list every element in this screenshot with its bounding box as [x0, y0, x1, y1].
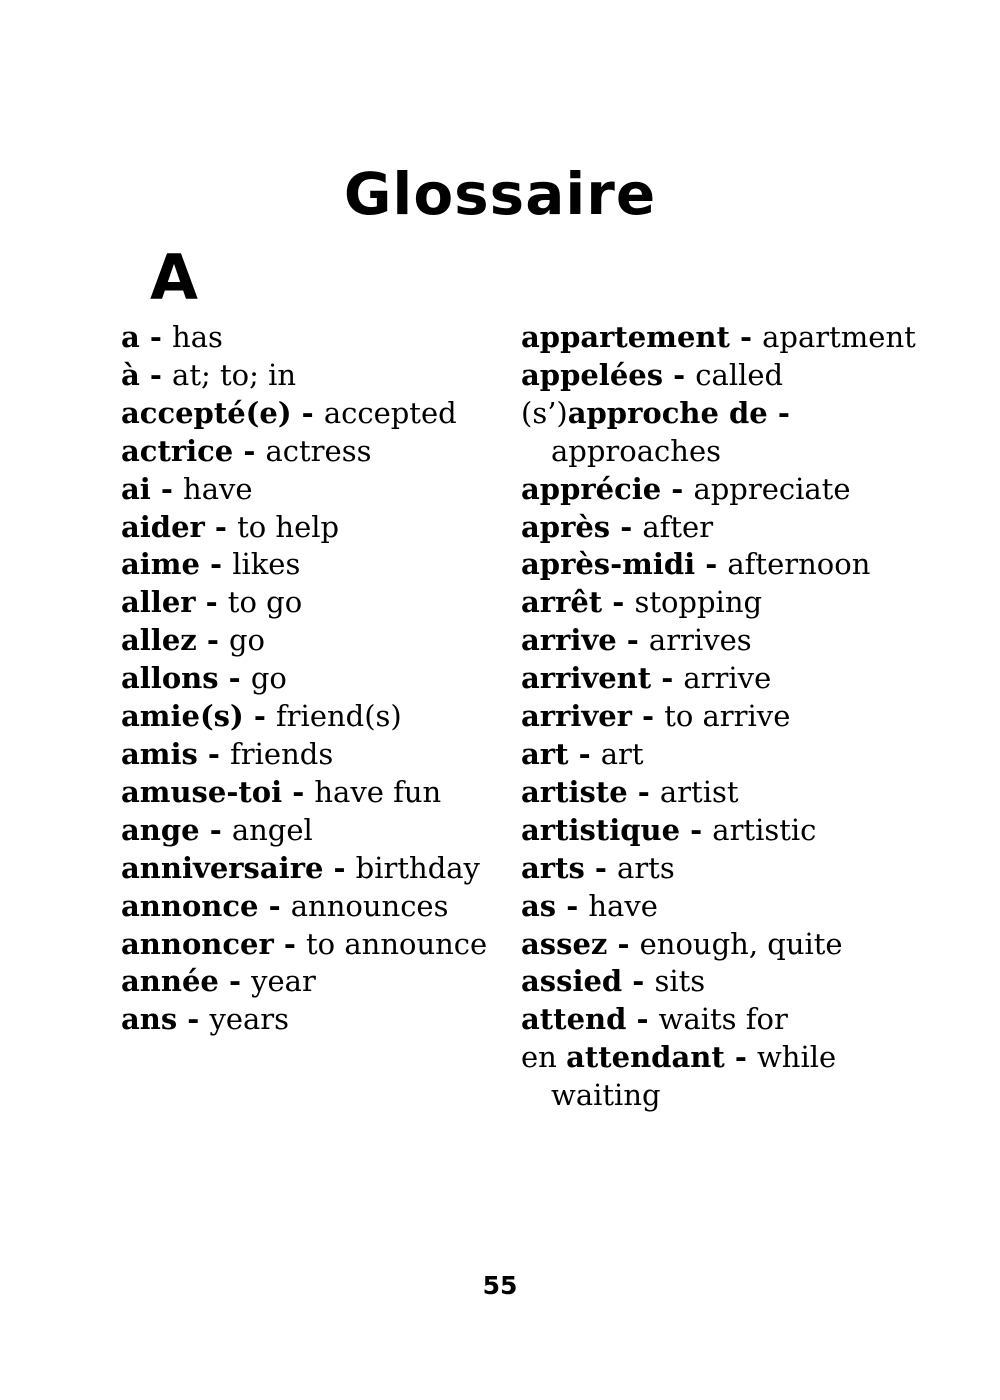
entry-definition: years — [209, 1002, 290, 1037]
entry-definition: arrive — [683, 661, 772, 696]
entry-term: allez — [121, 623, 197, 658]
glossary-entry — [121, 622, 521, 660]
entry-separator: - — [610, 509, 643, 544]
entry-definition: friend(s) — [275, 699, 402, 734]
entry-term: apprécie — [521, 471, 662, 506]
glossary-entry — [121, 888, 521, 926]
entry-separator: - — [199, 547, 233, 582]
entry-separator: - — [631, 699, 665, 734]
entry-term: art — [521, 736, 569, 771]
entry-definition: friends — [230, 736, 334, 771]
glossary-entry — [521, 963, 921, 1001]
entry-definition: approaches — [551, 433, 721, 468]
entry-separator: - — [607, 926, 640, 961]
entry-term: annonce — [121, 888, 259, 923]
entry-separator: - — [556, 888, 589, 923]
glossary-entry — [521, 584, 921, 622]
entry-term: attend — [521, 1002, 627, 1037]
entry-term: annoncer — [121, 926, 274, 961]
entry-definition: appreciate — [693, 471, 851, 506]
entry-definition: called — [695, 357, 784, 392]
entry-separator: - — [651, 661, 684, 696]
entry-term: appelées — [521, 357, 664, 392]
entry-term: accepté(e) — [121, 395, 292, 430]
entry-separator: - — [680, 812, 713, 847]
entry-separator: - — [616, 623, 649, 658]
glossary-entry — [521, 509, 921, 547]
entry-definition: angel — [231, 812, 313, 847]
glossary-entry — [521, 1001, 921, 1039]
glossary-entry — [121, 509, 521, 547]
page-title: Glossaire — [343, 160, 657, 228]
entry-term: aller — [121, 585, 196, 620]
entry-separator: - — [199, 812, 232, 847]
entry-definition: go — [250, 661, 287, 696]
entry-term: approche de — [567, 395, 768, 430]
entry-definition: announces — [290, 888, 449, 923]
entry-definition: have — [183, 471, 253, 506]
entry-definition: stopping — [634, 585, 763, 620]
entry-separator: - — [218, 661, 251, 696]
entry-separator: - — [622, 964, 655, 999]
glossary-entry — [521, 660, 921, 698]
entry-term: arts — [521, 850, 585, 885]
entry-term: aime — [121, 547, 200, 582]
entry-term: ai — [121, 471, 151, 506]
entry-definition: year — [251, 964, 316, 999]
entry-term: assied — [521, 964, 623, 999]
entry-term: après — [521, 509, 611, 544]
entry-separator: - — [195, 585, 228, 620]
glossary-entry — [521, 395, 921, 471]
entry-term: année — [121, 964, 219, 999]
entry-separator: - — [602, 585, 635, 620]
entry-term: allons — [121, 661, 219, 696]
entry-term: arrive — [521, 623, 617, 658]
entry-definition: artist — [659, 774, 739, 809]
entry-separator: - — [584, 850, 618, 885]
entry-definition: arrives — [648, 623, 752, 658]
entry-term: assez — [521, 926, 608, 961]
entry-separator: - — [695, 547, 728, 582]
glossary-entry — [521, 698, 921, 736]
entry-separator: - — [767, 395, 790, 430]
entry-separator: - — [233, 433, 266, 468]
entry-definition: likes — [232, 547, 301, 582]
entry-definition: has — [172, 320, 223, 354]
entry-separator: - — [177, 1002, 210, 1037]
entry-separator: - — [729, 320, 763, 354]
entry-term: ans — [121, 1002, 178, 1037]
glossary-entry — [121, 584, 521, 622]
glossary-entry — [121, 736, 521, 774]
entry-term: attendant — [566, 1040, 725, 1075]
glossary-entry — [521, 471, 921, 509]
glossary-entry — [121, 395, 521, 433]
entry-term: amuse-toi — [121, 774, 283, 809]
entry-definition: arts — [617, 850, 675, 885]
entry-term: après-midi — [521, 547, 696, 582]
glossary-entry — [121, 698, 521, 736]
entry-separator: - — [197, 736, 231, 771]
entry-definition: to arrive — [664, 699, 791, 734]
entry-definition: to announce — [306, 926, 488, 961]
glossary-entry — [121, 850, 521, 888]
entry-separator: - — [150, 471, 184, 506]
entry-definition: while waiting — [551, 1040, 837, 1113]
glossary-entry — [521, 926, 921, 964]
entry-definition: have fun — [314, 774, 442, 809]
entry-separator: - — [196, 623, 229, 658]
entry-definition: artistic — [712, 812, 817, 847]
glossary-column-right — [521, 319, 921, 1115]
glossary-entry — [121, 963, 521, 1001]
entry-definition: birthday — [355, 850, 480, 885]
glossary-entry — [121, 1001, 521, 1039]
entry-term: arrêt — [521, 585, 603, 620]
entry-separator: - — [218, 964, 252, 999]
entry-definition: art — [600, 736, 644, 771]
entry-definition: enough, quite — [639, 926, 843, 961]
entry-definition: have — [588, 888, 658, 923]
entry-separator: - — [724, 1040, 757, 1075]
entry-separator: - — [661, 471, 694, 506]
entry-separator: - — [323, 850, 356, 885]
entry-term: arrivent — [521, 661, 652, 696]
glossary-entry — [121, 926, 521, 964]
entry-term: artiste — [521, 774, 628, 809]
entry-separator: - — [663, 357, 696, 392]
entry-term: as — [521, 888, 557, 923]
entry-definition: waits for — [658, 1002, 788, 1037]
entry-term: amis — [121, 736, 198, 771]
entry-prefix: en — [521, 1040, 567, 1075]
entry-definition: to help — [237, 509, 340, 544]
entry-separator: - — [627, 774, 660, 809]
entry-definition: after — [642, 509, 714, 544]
glossary-entry — [121, 357, 521, 395]
glossary-entry — [521, 812, 921, 850]
entry-prefix: (s’) — [521, 395, 568, 430]
glossary-entry — [121, 433, 521, 471]
entry-definition: apartment — [762, 320, 916, 354]
entry-definition: sits — [654, 964, 706, 999]
glossary-entry — [121, 319, 521, 357]
glossary-entry — [121, 774, 521, 812]
glossary-entry — [121, 660, 521, 698]
glossary-entry — [121, 471, 521, 509]
entry-term: amie(s) — [121, 699, 244, 734]
entry-definition: actress — [265, 433, 372, 468]
entry-separator: - — [273, 926, 307, 961]
entry-term: artistique — [521, 812, 681, 847]
entry-term: appartement — [521, 320, 730, 354]
entry-separator: - — [243, 699, 276, 734]
entry-definition: accepted — [323, 395, 457, 430]
glossary-entry — [521, 736, 921, 774]
glossary-entry — [521, 850, 921, 888]
section-letter: A — [150, 241, 198, 314]
entry-separator: - — [282, 774, 315, 809]
entry-separator: - — [568, 736, 601, 771]
glossary-entry — [521, 1039, 921, 1115]
entry-separator: - — [139, 357, 173, 392]
entry-separator: - — [258, 888, 291, 923]
glossary-entry — [121, 812, 521, 850]
entry-term: anniversaire — [121, 850, 324, 885]
page-number: 55 — [482, 1271, 518, 1300]
entry-term: a — [121, 320, 140, 354]
entry-term: aider — [121, 509, 205, 544]
entry-separator: - — [204, 509, 238, 544]
entry-definition: to go — [227, 585, 303, 620]
glossary-entry — [521, 774, 921, 812]
entry-separator: - — [139, 320, 173, 354]
glossary-entry — [521, 622, 921, 660]
entry-term: actrice — [121, 433, 234, 468]
glossary-entry — [121, 546, 521, 584]
glossary-entry — [521, 319, 921, 357]
entry-separator: - — [291, 395, 324, 430]
entry-term: ange — [121, 812, 200, 847]
entry-definition: at; to; in — [172, 357, 297, 392]
entry-definition: go — [228, 623, 266, 658]
glossary-entry — [521, 357, 921, 395]
entry-term: arriver — [521, 699, 632, 734]
entry-term: à — [121, 357, 140, 392]
entry-definition: afternoon — [727, 547, 871, 582]
glossary-entry — [521, 546, 921, 584]
entry-separator: - — [626, 1002, 659, 1037]
glossary-entry — [521, 888, 921, 926]
glossary-column-left — [121, 319, 521, 1039]
